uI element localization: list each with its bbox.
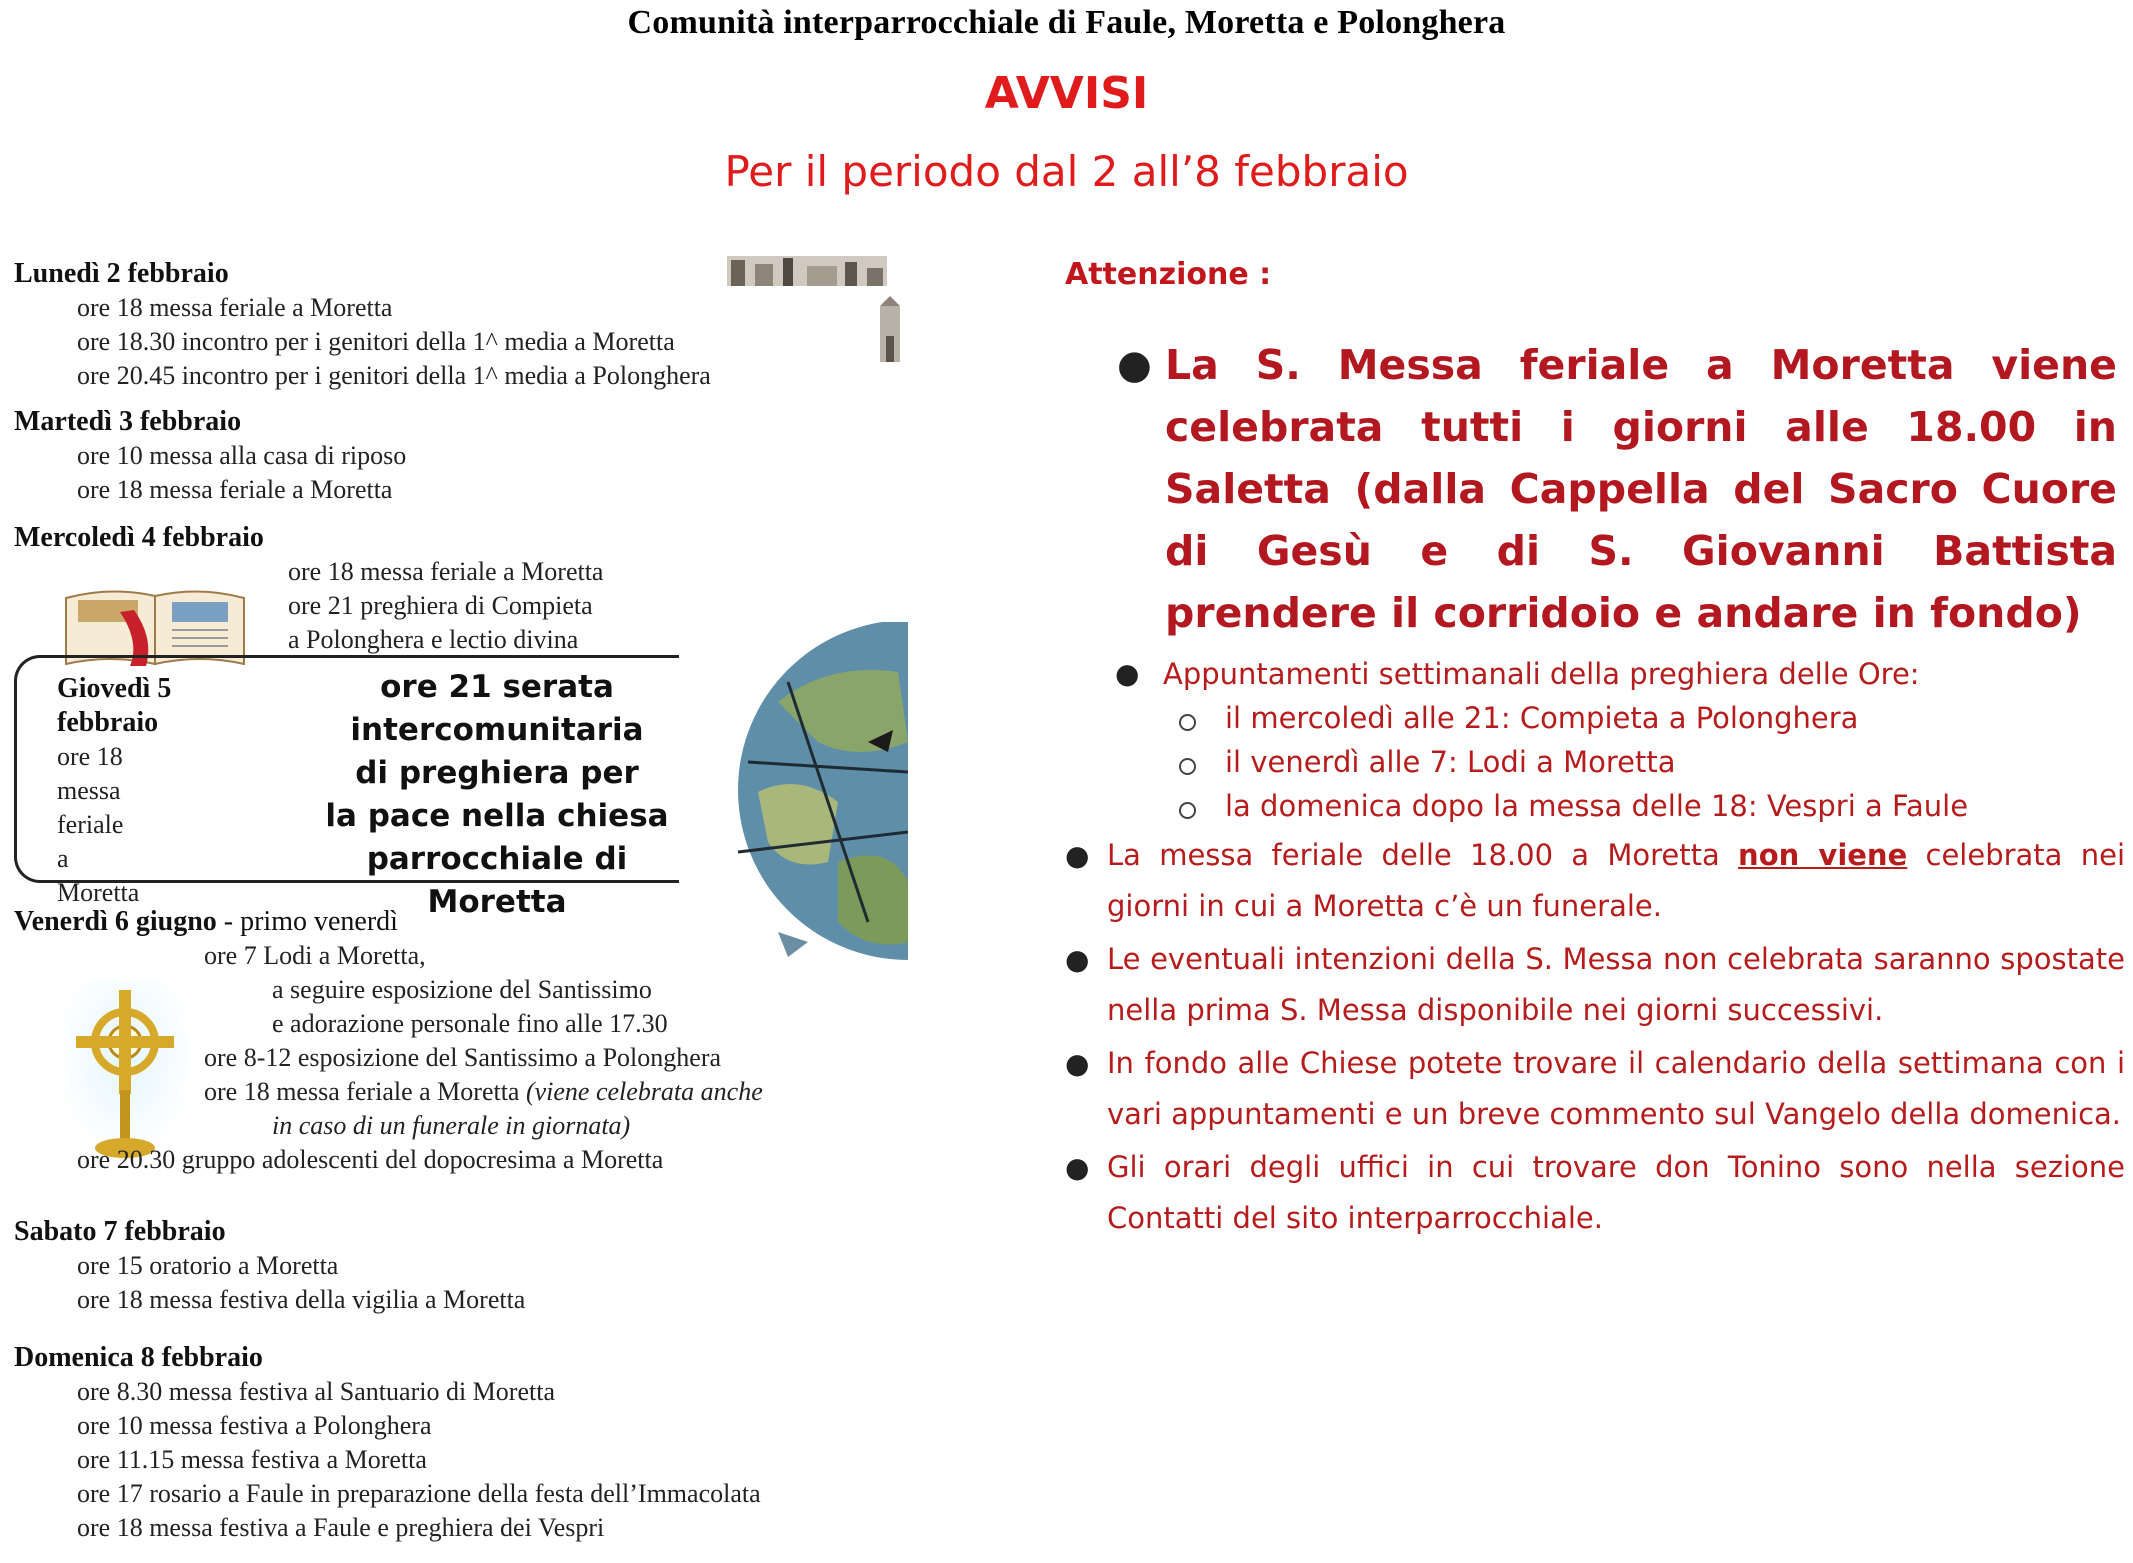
list-item-text: il venerdì alle 7: Lodi a Moretta [1225,745,1676,779]
list-item [1163,696,2125,740]
event-note: in caso di un funerale in giornata) [272,1111,631,1140]
notice-text: La messa feriale delle 18.00 a Moretta [1107,838,1739,872]
bullet-icon: ● [1065,943,1090,976]
event-line: a seguire esposizione del Santissimo [272,975,652,1004]
event-note: (viene celebrata anche [525,1077,763,1106]
highlight-line: parrocchiale di Moretta [366,841,628,920]
day-title: Lunedì 2 febbraio [14,258,229,289]
circle-bullet-icon [1179,758,1196,775]
avvisi-heading: AVVISI [984,68,1149,119]
event-line: e adorazione personale fino alle 17.30 [272,1009,668,1038]
event-line: a [57,844,69,873]
main-notice-text: La S. Messa feriale a Moretta viene celebrata tutti i giorni alle 18.00 in Saletta (dalla Cappella del Sacro Cuore di Gesù e di S. Giovanni Battista prendere il corridoio e andare in fondo) [1165,341,2117,637]
day-wednesday [14,521,909,655]
list-item-text: la domenica dopo la messa delle 18: Vespri a Faule [1225,789,1969,823]
bullet-icon: ● [1115,657,1140,690]
event-line: ore 8-12 esposizione del Santissimo a Polonghera [204,1043,722,1072]
period-subtitle: Per il periodo dal 2 all’8 febbraio [724,147,1409,196]
event-line: ore 21 preghiera di Compieta [288,591,593,620]
list-item [1163,784,2125,828]
event-line: ore 18 messa festiva della vigilia a Moretta [77,1285,526,1314]
event-line: ore 20.45 incontro per i genitori della 1^ media a Polonghera [77,361,711,390]
day-subtitle: - primo venerdì [216,906,398,937]
day-title-row [14,905,909,939]
event-line: messa [57,776,121,805]
notice-item [1065,934,2125,1036]
notice-text: Le eventuali intenzioni della S. Messa non celebrata saranno spostate nella prima S. Messa disponibile nei giorni successivi. [1107,942,2125,1027]
notice-text: In fondo alle Chiese potete trovare il calendario della settimana con i vari appuntamenti e un breve commento sul Vangelo della domenica. [1107,1046,2125,1131]
event-line: ore 10 messa festiva a Polonghera [77,1411,432,1440]
highlight-line: la pace nella chiesa [325,798,669,834]
hours-prayer-list [1115,652,2125,828]
event-line: ore 7 Lodi a Moretta, [204,941,426,970]
day-title: Domenica 8 febbraio [14,1342,263,1373]
circle-bullet-icon [1179,714,1196,731]
day-sunday [14,1341,909,1545]
bullet-icon: ● [1117,342,1152,388]
day-friday [14,905,909,1215]
document-header [0,0,2133,196]
bullet-icon: ● [1065,1047,1090,1080]
event-line: ore 11.15 messa festiva a Moretta [77,1445,427,1474]
highlight-line: ore 21 serata [380,669,614,705]
day-title: Mercoledì 4 febbraio [14,522,264,553]
list-item-text: il mercoledì alle 21: Compieta a Polonghera [1225,701,1859,735]
day-title: Venerdì 6 giugno [14,906,217,937]
notice-text: celebrata nei giorni in cui a Moretta c’è un funerale. [1107,838,2126,923]
event-line: ore 18 messa feriale a Moretta [288,557,604,586]
event-line: ore 10 messa alla casa di riposo [77,441,407,470]
highlight-line: di preghiera per [355,755,639,791]
day-thursday [14,655,909,920]
event-line: ore 15 oratorio a Moretta [77,1251,339,1280]
hours-prayer-title: Appuntamenti settimanali della preghiera delle Ore: [1163,657,1920,691]
event-line-row [14,1075,909,1109]
peace-prayer-announcement [297,666,697,924]
event-line: ore 18 messa feriale a Moretta [77,475,393,504]
notice-text: Gli orari degli uffici in cui trovare don Tonino sono nella sezione Contatti del sito interparrocchiale. [1107,1150,2125,1235]
day-monday [14,257,909,405]
community-title: Comunità interparrocchiale di Faule, Moretta e Polonghera [627,4,1506,41]
highlight-line: intercomunitaria [350,712,644,748]
event-line: Moretta [57,878,140,907]
attention-label: Attenzione : [1065,257,1272,292]
bullet-icon: ● [1065,1151,1090,1184]
thursday-highlight-box [14,655,679,920]
event-line: ore 20.30 gruppo adolescenti del dopocresima a Moretta [77,1145,664,1174]
thursday-mass-info [57,672,277,910]
main-notice [1117,334,2117,644]
event-line: a Polonghera e lectio divina [288,625,579,654]
notice-emphasis: non viene [1738,838,1908,872]
weekly-schedule [14,257,909,1545]
day-saturday [14,1215,909,1341]
notices-column [1065,257,2125,1244]
notice-item [1065,830,2126,932]
event-line: ore 18 messa festiva a Faule e preghiera dei Vespri [77,1513,605,1542]
event-line: ore 17 rosario a Faule in preparazione della festa dell’Immacolata [77,1479,761,1508]
event-line: ore 18.30 incontro per i genitori della 1^ media a Moretta [77,327,675,356]
circle-bullet-icon [1179,802,1196,819]
event-line: ore 8.30 messa festiva al Santuario di Moretta [77,1377,555,1406]
event-line: ore 18 messa feriale a Moretta [77,293,393,322]
day-title: Sabato 7 febbraio [14,1216,226,1247]
event-line: ore 18 [57,742,123,771]
list-item [1163,740,2125,784]
bullet-icon: ● [1065,839,1090,872]
day-title: Martedì 3 febbraio [14,406,242,437]
hours-prayer-heading [1115,652,2125,696]
day-tuesday [14,405,909,521]
notice-item [1065,1142,2125,1244]
notice-item [1065,1038,2125,1140]
day-title: Giovedì 5 febbraio [57,673,172,738]
event-line: ore 18 messa feriale a Moretta [204,1077,520,1106]
event-line: feriale [57,810,124,839]
